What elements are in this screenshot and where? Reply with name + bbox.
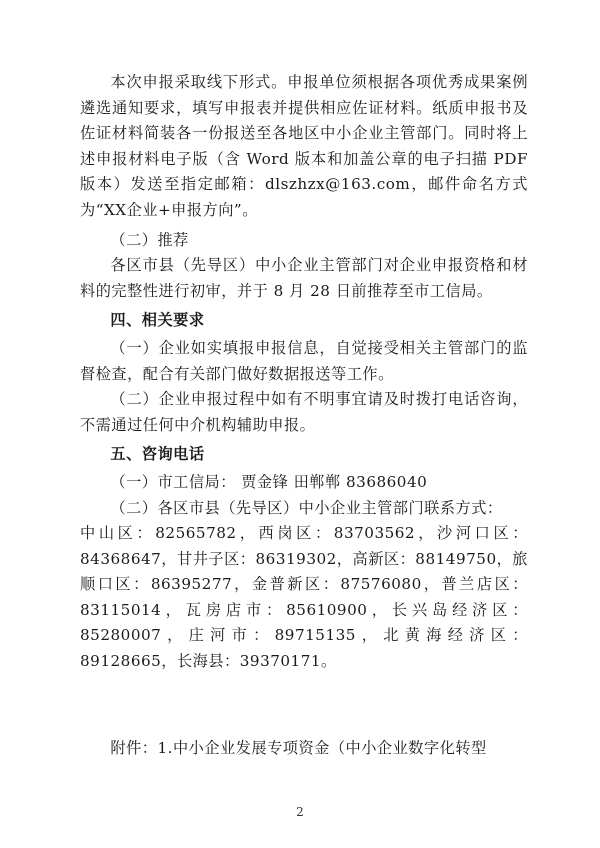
section-heading-contact: 五、咨询电话 xyxy=(110,445,205,464)
paragraph-requirement-1: （一）企业如实填报申报信息，自觉接受相关主管部门的监督检查，配合有关部门做好数据报送等工作。 xyxy=(80,338,528,383)
paragraph-contact-2: （二）各区市县（先导区）中小企业主管部门联系方式： xyxy=(110,498,503,517)
paragraph-submission-method: 本次申报采取线下形式。申报单位须根据各项优秀成果案例遴选通知要求，填写申报表并提供相应佐证材料。纸质申报书及佐证材料简装各一份报送至各地区中小企业主管部门。同时将上述申报材料电子版（含 Word 版本和加盖公章的电子扫描 PDF 版本）发送至指定邮箱：dlszhzx@163.com，邮件命名方式为“XX企业+申报方向”。 xyxy=(80,73,528,219)
paragraph-recommendation: 各区市县（先导区）中小企业主管部门对企业申报资格和材料的完整性进行初审，并于 8 月 28 日前推荐至市工信局。 xyxy=(80,256,528,300)
paragraph-requirement-2: （二）企业申报过程中如有不明事宜请及时拨打电话咨询，不需通过任何中介机构辅助申报。 xyxy=(80,390,528,434)
paragraph-contact-list: 中山区：82565782，西岗区：83703562，沙河口区：84368647，甘井子区：86319302，高新区：88149750，旅顺口区：86395277，金普新区：87576080，普兰店区：83115014，瓦房店市：85610900，长兴岛经济区：85280007，庄河市：89715135，北黄海经济区：89128665，长海县：39370171。 xyxy=(80,524,528,671)
section-heading-requirements: 四、相关要求 xyxy=(110,311,205,330)
attachment-line: 附件：1.中小企业发展专项资金（中小企业数字化转型 xyxy=(110,739,487,757)
document-body xyxy=(80,70,528,675)
page-number: 2 xyxy=(296,805,304,819)
subheading-recommendation: （二）推荐 xyxy=(110,230,189,249)
paragraph-contact-1: （一）市工信局： 贾金锋 田郸郸 83686040 xyxy=(110,472,428,491)
